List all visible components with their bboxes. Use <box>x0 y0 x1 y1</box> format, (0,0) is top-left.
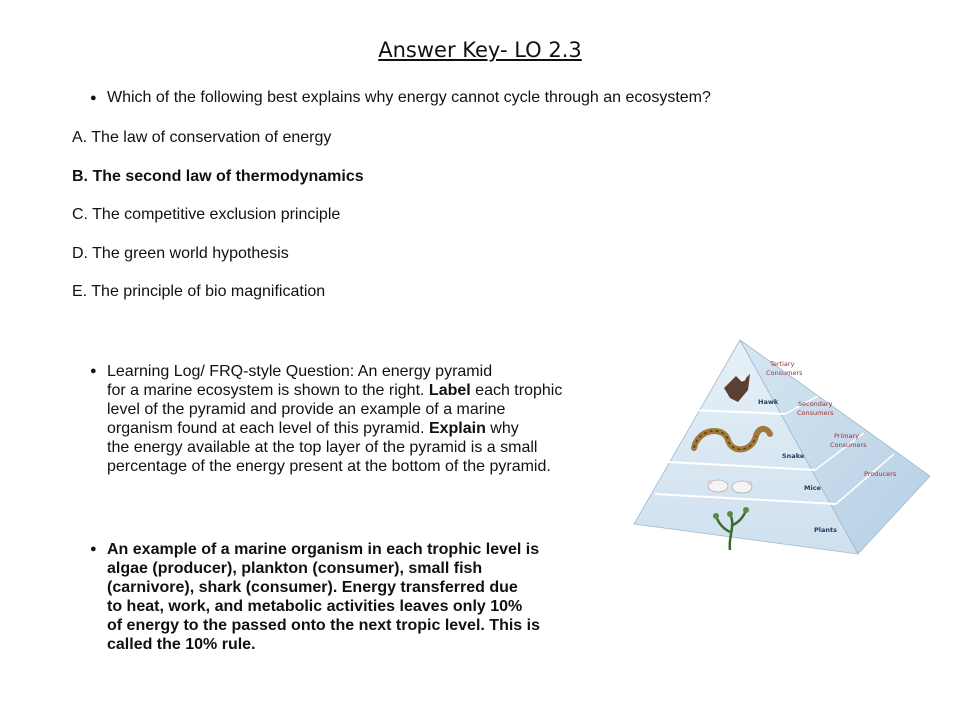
level-label-hawk: Hawk <box>758 398 779 406</box>
frq-question <box>107 362 647 476</box>
answer-line: of energy to the passed onto the next tropic level. This is <box>107 617 540 634</box>
frq-line: the energy available at the top layer of the pyramid is a small <box>107 439 538 456</box>
option-a: A. The law of conservation of energy <box>72 129 332 146</box>
bullet-dot: ● <box>90 365 97 377</box>
side-label-secondary: Secondary <box>798 400 833 408</box>
frq-text: each trophic <box>470 382 563 399</box>
level-label-snake: Snake <box>782 452 805 460</box>
page-title: Answer Key- LO 2.3 <box>378 38 582 62</box>
answer-line: called the 10% rule. <box>107 636 256 653</box>
frq-line: Learning Log/ FRQ-style Question: An energy pyramid <box>107 363 493 380</box>
frq-keyword-explain: Explain <box>428 420 486 437</box>
frq-line: percentage of the energy present at the bottom of the pyramid. <box>107 458 551 475</box>
side-label-secondary: Consumers <box>797 409 834 417</box>
frq-keyword-label: Label <box>428 382 471 399</box>
frq-text: for a marine ecosystem is shown to the right. <box>107 382 429 399</box>
answer-line: An example of a marine organism in each trophic level is <box>107 541 540 558</box>
option-e: E. The principle of bio magnification <box>72 283 326 300</box>
level-label-mice: Mice <box>804 484 821 492</box>
answer-line: (carnivore), shark (consumer). Energy transferred due <box>107 579 518 596</box>
answer-text <box>107 540 627 654</box>
answer-line: to heat, work, and metabolic activities leaves only 10% <box>107 598 523 615</box>
energy-pyramid-figure <box>632 336 932 560</box>
bullet-dot: ● <box>90 92 97 104</box>
side-label-producers: Producers <box>864 470 897 478</box>
option-d: D. The green world hypothesis <box>72 244 289 262</box>
option-b: B. The second law of thermodynamics <box>72 167 364 185</box>
side-label-primary: Consumers <box>830 441 867 449</box>
side-label-tertiary: Tertiary <box>770 360 795 368</box>
option-c: C. The competitive exclusion principle <box>72 206 341 223</box>
frq-text: organism found at each level of this pyramid. <box>107 420 429 437</box>
side-label-primary: Primary <box>834 432 860 440</box>
question-text: Which of the following best explains why energy cannot cycle through an ecosystem? <box>107 89 711 106</box>
side-label-tertiary: Consumers <box>766 369 803 377</box>
frq-line <box>107 381 647 400</box>
level-label-plants: Plants <box>814 526 837 534</box>
frq-line <box>107 419 647 438</box>
answer-options <box>72 128 364 321</box>
frq-text: why <box>485 420 519 437</box>
frq-line: level of the pyramid and provide an example of a marine <box>107 401 506 418</box>
answer-line: algae (producer), plankton (consumer), small fish <box>107 560 483 577</box>
bullet-dot: ● <box>90 543 97 555</box>
